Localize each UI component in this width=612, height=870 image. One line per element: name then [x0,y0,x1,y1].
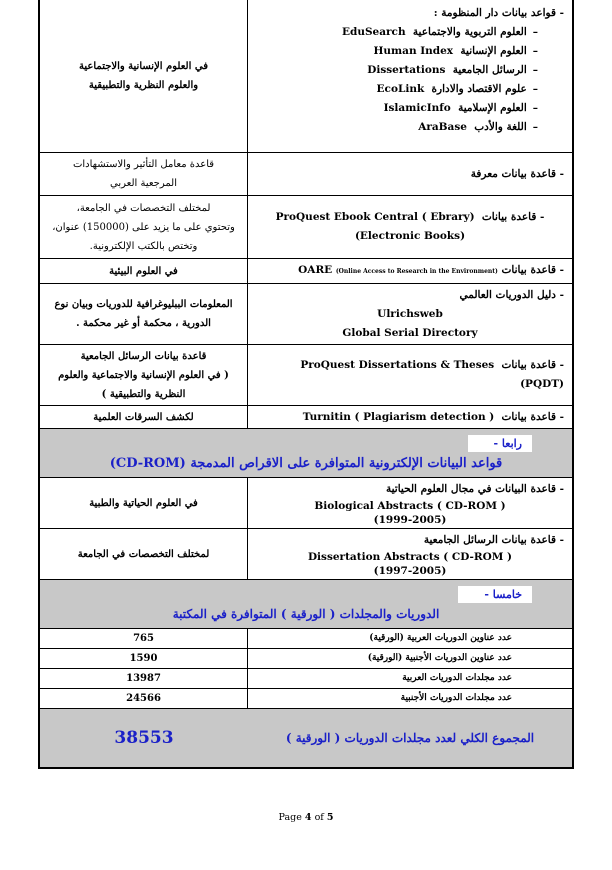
title-english-sub: (1997-2005) [373,564,447,577]
title-english: Ulrichsweb [377,307,443,320]
list-item: – اللغة والأدب AraBase [256,118,564,137]
row-description [40,259,248,283]
description-line: قاعدة بيانات الرسائل الجامعية [80,350,207,362]
title-arabic: - قاعدة البيانات في مجال العلوم الحياتية [385,482,564,495]
total-value: 38553 [114,728,174,748]
row-description [40,0,248,152]
database-entry [248,529,572,579]
title-arabic: - قاعدة بيانات [501,410,564,423]
count-value: 24566 [40,689,248,708]
table-row [40,406,572,429]
table-row [40,0,572,153]
title-arabic: - قاعدة بيانات الرسائل الجامعية [423,533,564,546]
title-arabic: - قاعدة بيانات [501,359,564,371]
row-description [40,406,248,428]
footer-of-word: of [314,812,324,823]
table-row [40,689,572,709]
description-line: في العلوم الإنسانية والاجتماعية [79,61,208,72]
description-line: لمختلف التخصصات في الجامعة [77,548,210,560]
item-arabic: الرسائل الجامعية [452,64,527,76]
title-english: Turnitin ( Plagiarism detection ) [302,410,495,423]
item-english: EduSearch [341,26,406,38]
row-description [40,196,248,258]
database-entry [248,0,572,152]
title-english: Dissertation Abstracts ( CD-ROM ) [307,550,513,563]
database-entry [248,196,572,258]
description-line: لمختلف التخصصات في الجامعة، [76,202,211,214]
description-line: وتختص بالكتب الإلكترونية. [89,240,198,252]
table-row [40,153,572,196]
count-label: عدد عناوين الدوريات العربية (الورقية) [369,633,512,643]
count-value: 765 [40,629,248,648]
table-row [40,345,572,406]
database-title [256,408,564,427]
total-row [40,709,572,767]
count-value: 13987 [40,669,248,688]
section-header-periodicals [40,580,572,629]
title-english-sub: Global Serial Directory [342,326,478,339]
database-title: - قاعدة بيانات معرفة [470,167,564,180]
item-english: AraBase [418,121,467,133]
row-description [40,478,248,528]
list-item: – العلوم الإسلامية IslamicInfo [256,99,564,118]
table-row [40,196,572,259]
title-arabic: - قاعدة بيانات [501,264,564,276]
table-row [40,478,572,529]
footer-page-word: Page [278,812,302,823]
title-english-sub: (Online Access to Research in the Environment) [335,268,498,275]
table-row [40,529,572,580]
title-arabic: - دليل الدوريات العالمي [459,288,564,301]
item-english: EcoLink [376,83,425,95]
page-footer [0,812,612,823]
database-title [276,208,545,227]
database-entry [248,345,572,405]
item-english: Human Index [373,45,454,57]
title-english: Biological Abstracts ( CD-ROM ) [314,499,506,512]
list-item: – العلوم التربوية والاجتماعية EduSearch [256,23,564,42]
description-line: المرجعية العربي [110,178,177,189]
title-english: ProQuest Ebook Central ( Ebrary) [275,211,475,223]
row-description [40,529,248,579]
row-description [40,153,248,195]
table-row [40,629,572,649]
footer-current-page: 4 [304,812,312,823]
footer-total-pages: 5 [326,812,334,823]
database-title [256,356,564,394]
item-arabic: علوم الاقتصاد والادارة [431,83,527,95]
list-item: – الرسائل الجامعية Dissertations [256,61,564,80]
section-title: قواعد البيانات الإلكترونية المتوافرة على الاقراص المدمجة (CD-ROM) [109,456,503,471]
count-label: عدد مجلدات الدوريات الأجنبية [400,693,512,703]
row-description [40,345,248,405]
table-row [40,669,572,689]
title-english: OARE [298,264,333,276]
list-item: – علوم الاقتصاد والادارة EcoLink [256,80,564,99]
description-line: المعلومات الببليوغرافية للدوريات وبيان نوع [54,299,233,310]
title-english: ProQuest Dissertations & Theses (PQDT) [300,359,564,390]
description-line: النظرية والتطبيقية ) [101,388,186,400]
count-label: عدد عناوين الدوريات الأجنبية (الورقية) [367,653,512,663]
table-row [40,284,572,345]
description-line: والعلوم النظرية والتطبيقية [88,80,199,91]
description-line: ( في العلوم الإنسانية والاجتماعية والعلوم [58,369,229,381]
section-header-cd-rom [40,429,572,478]
title-english-sub: (Electronic Books) [354,230,466,242]
table-row [40,259,572,284]
section-label: رابعا - [468,435,532,452]
section-label: خامسا - [458,586,532,603]
database-entry [248,259,572,283]
database-title: - قواعد بيانات دار المنظومة : [433,7,564,19]
total-label: المجموع الكلي لعدد مجلدات الدوريات ( الورقية ) [285,731,535,745]
database-entry [248,284,572,344]
description-line: في العلوم البيئية [109,265,178,277]
database-entry [248,406,572,428]
count-label: عدد مجلدات الدوريات العربية [402,673,512,683]
description-line: قاعدة معامل التأثير والاستشهادات [72,159,215,170]
title-arabic: - قاعدة بيانات [481,211,545,223]
database-entry [248,478,572,528]
item-english: Dissertations [367,64,446,76]
section-title: الدوريات والمجلدات ( الورقية ) المتوافرة في المكتبة [172,607,440,621]
item-arabic: العلوم التربوية والاجتماعية [412,26,527,38]
description-line: لكشف السرقات العلمية [93,411,194,423]
item-arabic: العلوم الإنسانية [460,45,527,57]
item-arabic: اللغة والأدب [474,121,527,133]
count-value: 1590 [40,649,248,668]
database-entry [248,153,572,195]
database-title [256,261,564,281]
title-english-sub: (1999-2005) [373,513,447,526]
list-item: – العلوم الإنسانية Human Index [256,42,564,61]
item-english: IslamicInfo [383,102,451,114]
description-line: في العلوم الحياتية والطبية [89,497,198,509]
item-arabic: العلوم الإسلامية [458,102,527,114]
row-description [40,284,248,344]
document-table [38,0,574,769]
description-line: الدورية ، محكمة أو غير محكمة . [76,318,211,329]
description-line: وتحتوي على ما يزيد على (150000) عنوان، [52,221,235,233]
table-row [40,649,572,669]
